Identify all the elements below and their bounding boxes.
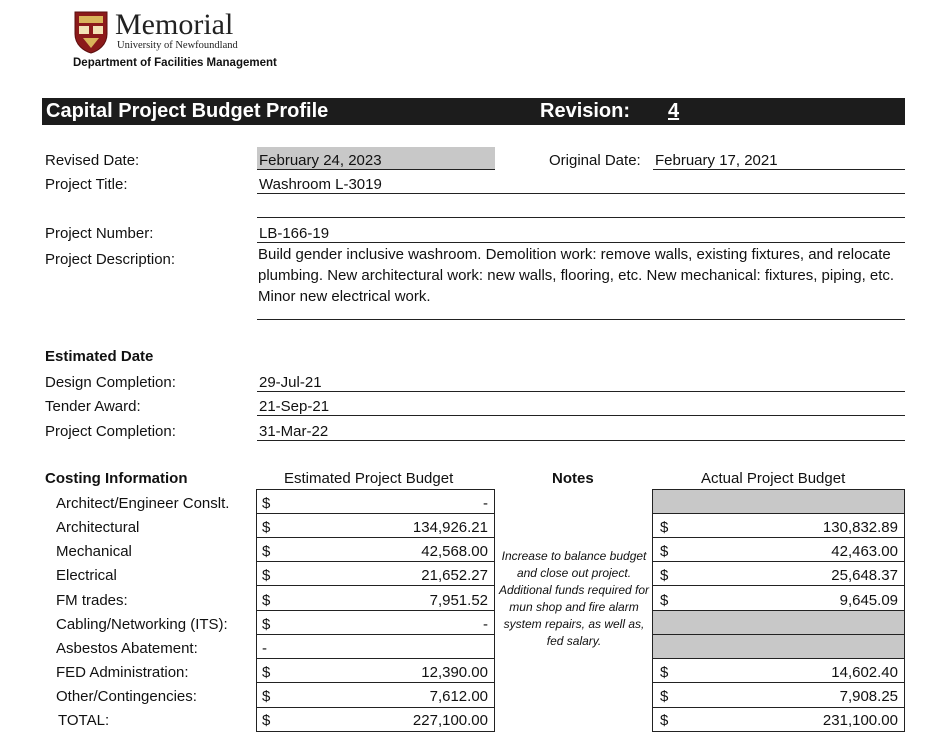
project-number-underline	[257, 242, 905, 243]
cost-row-label: FM trades:	[56, 592, 128, 609]
est-total-value: 227,100.00	[412, 712, 488, 729]
est-value: 42,568.00	[421, 543, 488, 560]
page-title: Capital Project Budget Profile	[46, 100, 329, 122]
blank-row-underline	[257, 217, 905, 218]
actual-row-line	[652, 513, 905, 514]
cost-row-label: Mechanical	[56, 543, 132, 560]
act-currency: $	[660, 567, 669, 584]
act-currency: $	[660, 712, 669, 729]
project-completion-label: Project Completion:	[45, 423, 176, 440]
estimated-row-line	[256, 634, 495, 635]
project-description-underline	[257, 319, 905, 320]
estimated-row-line	[256, 537, 495, 538]
actual-row-line	[652, 561, 905, 562]
design-completion-underline	[257, 391, 905, 392]
est-value: 7,951.52	[429, 592, 488, 609]
tender-award-label: Tender Award:	[45, 398, 141, 415]
cost-row-label: Asbestos Abatement:	[56, 640, 198, 657]
estimated-row-line	[256, 585, 495, 586]
revised-date-underline	[257, 169, 495, 170]
revision-label: Revision:	[540, 100, 631, 122]
design-completion-label: Design Completion:	[45, 374, 176, 391]
est-value: 21,652.27	[421, 567, 488, 584]
act-value: 42,463.00	[831, 543, 898, 560]
act-currency: $	[660, 664, 669, 681]
actual-row-line	[652, 610, 905, 611]
estimated-row-line	[256, 561, 495, 562]
act-value: 14,602.40	[831, 664, 898, 681]
cost-row-label: FED Administration:	[56, 664, 189, 681]
act-value: 7,908.25	[839, 688, 898, 705]
est-value: -	[483, 616, 488, 633]
act-currency: $	[660, 592, 669, 609]
est-currency: $	[262, 543, 271, 560]
est-value: 134,926.21	[412, 519, 488, 536]
actual-budget-header: Actual Project Budget	[701, 470, 846, 487]
estimated-row-line	[256, 513, 495, 514]
actual-row-line	[652, 658, 905, 659]
logo-subtitle: University of Newfoundland	[117, 40, 238, 51]
act-currency: $	[660, 543, 669, 560]
memorial-logo	[73, 10, 313, 72]
cost-row-label: Architectural	[56, 519, 140, 536]
actual-row-line	[652, 707, 905, 708]
project-number-label: Project Number:	[45, 225, 154, 242]
est-currency: -	[262, 640, 267, 657]
act-value: 130,832.89	[822, 519, 898, 536]
cost-row-label: Other/Contingencies:	[56, 688, 197, 705]
project-description-text: Build gender inclusive washroom. Demolition work: remove walls, existing fixtures, and relocate plumbing. New architectural work: new walls, flooring, etc. New mechanical: fixtures, piping, etc. Minor new electrical work.	[258, 246, 895, 305]
act-value: 9,645.09	[839, 592, 898, 609]
est-currency: $	[262, 688, 271, 705]
notes-header: Notes	[552, 470, 594, 487]
project-title-value: Washroom L-3019	[259, 176, 382, 193]
actual-row-line	[652, 634, 905, 635]
est-value: 7,612.00	[429, 688, 488, 705]
original-date-underline	[653, 169, 905, 170]
estimated-row-line	[256, 682, 495, 683]
budget-notes: Increase to balance budget and close out project. Additional funds required for mun shop and fire alarm system repairs, as well as, fed salary.	[498, 549, 650, 648]
actual-row-line	[652, 585, 905, 586]
est-currency: $	[262, 712, 271, 729]
est-currency: $	[262, 519, 271, 536]
original-date-label: Original Date:	[549, 152, 641, 169]
design-completion-value: 29-Jul-21	[259, 374, 322, 391]
department-name: Department of Facilities Management	[73, 57, 277, 69]
estimated-date-heading: Estimated Date	[45, 348, 154, 365]
tender-award-value: 21-Sep-21	[259, 398, 330, 415]
est-value: -	[483, 495, 488, 512]
project-title-label: Project Title:	[45, 176, 128, 193]
logo-wordmark: Memorial	[115, 8, 234, 41]
project-number-value: LB-166-19	[259, 225, 330, 242]
actual-row-line	[652, 682, 905, 683]
actual-row-line	[652, 537, 905, 538]
title-bar	[42, 98, 905, 125]
est-value: 12,390.00	[421, 664, 488, 681]
act-total-value: 231,100.00	[822, 712, 898, 729]
total-label: TOTAL:	[58, 712, 110, 729]
est-currency: $	[262, 664, 271, 681]
cost-row-label: Architect/Engineer Conslt.	[56, 495, 230, 512]
revision-value: 4	[668, 100, 680, 122]
cost-row-label: Cabling/Networking (ITS):	[56, 616, 228, 633]
tender-award-underline	[257, 415, 905, 416]
est-currency: $	[262, 567, 271, 584]
est-currency: $	[262, 616, 271, 633]
estimated-budget-header: Estimated Project Budget	[284, 470, 454, 487]
project-description-label: Project Description:	[45, 251, 176, 268]
estimated-row-line	[256, 707, 495, 708]
original-date-value: February 17, 2021	[655, 152, 778, 169]
costing-heading: Costing Information	[45, 470, 188, 487]
act-value: 25,648.37	[831, 567, 898, 584]
act-currency: $	[660, 519, 669, 536]
project-title-underline	[257, 193, 905, 194]
act-currency: $	[660, 688, 669, 705]
cost-row-label: Electrical	[56, 567, 117, 584]
university-crest-icon	[73, 10, 109, 54]
est-currency: $	[262, 592, 271, 609]
project-completion-value: 31-Mar-22	[259, 423, 329, 440]
estimated-row-line	[256, 610, 495, 611]
estimated-row-line	[256, 658, 495, 659]
revised-date-label: Revised Date:	[45, 152, 140, 169]
revised-date-value: February 24, 2023	[259, 152, 382, 169]
project-completion-underline	[257, 440, 905, 441]
est-currency: $	[262, 495, 271, 512]
